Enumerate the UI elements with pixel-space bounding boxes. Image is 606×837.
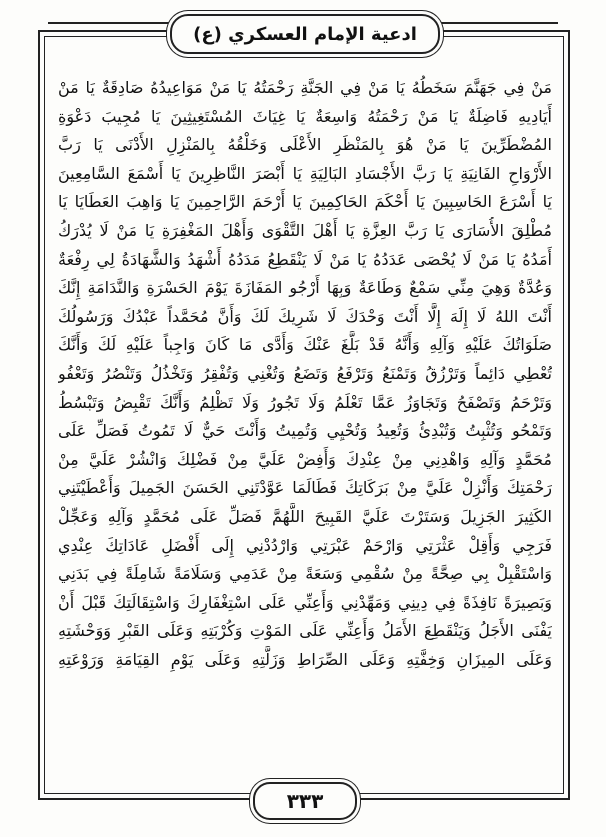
text-line: وَاسْتَقْبِلْ بِي صِحَّةً مِنْ سُقْمِي وَسَعَةً مِنْ عَدَمِي وَسَلَامَةً شَامِلَةً فِي بَدَنِي bbox=[58, 564, 552, 584]
page-title bbox=[170, 14, 440, 54]
text-line: أَنْتَ اللهُ لَا إِلَهَ إِلَّا أَنْتَ وَحْدَكَ لَا شَرِيكَ لَكَ وَأَنَّ مُحَمَّداً عَبْدُكَ وَرَسُولُكَ bbox=[58, 306, 552, 326]
text-line: وَعُدَّةٌ وَهِيَ مِنِّي سَمْعٌ وَطَاعَةٌ وَبِهَا أَرْجُو المَفَازَةَ يَوْمَ الحَسْرَةِ وَالنَّدَامَةِ إِنَّكَ bbox=[58, 278, 552, 298]
text-line: المُضْطَرِّينَ يَا مَنْ هُوَ بِالمَنْظَرِ الأَعْلَى وَخَلْقُهُ بِالمَنْزِلِ الأَدْنَى يَا رَبَّ bbox=[58, 135, 552, 155]
text-line: وَعَلَى المِيزَانِ وَخِفَّتِهِ وَعَلَى الصِّرَاطِ وَزَلَّتِهِ وَعَلَى يَوْمِ القِيَامَةِ وَرَوْعَتِهِ bbox=[58, 649, 552, 669]
page-number-text: ٣٣٣ bbox=[286, 789, 324, 813]
text-line: يَفْنَى الأَجَلُ وَيَنْقَطِعَ الأَمَلُ وَأَعِنِّي عَلَى المَوْتِ وَكُرْبَتِهِ وَعَلَى القَبْرِ وَوَحْشَتِهِ bbox=[58, 621, 552, 641]
text-line: مُطْلِقَ الأُسَارَى يَا رَبَّ العِزَّةِ يَا أَهْلَ التَّقْوَى وَأَهْلَ المَغْفِرَةِ يَا مَنْ لَا يُدْرَكُ bbox=[58, 220, 552, 240]
text-line: تُعْطِي دَائِماً وَتَرْزُقُ وَتَمْنَعُ وَتَرْفَعُ وَتَضَعُ وَتُغْنِي وَتُفْقِرُ وَتَخْذُلُ وَتَنْصُرُ وَتَعْفُو bbox=[58, 363, 552, 383]
text-line: صَلَوَاتُكَ عَلَيْهِ وَآلِهِ وَأَنَّهُ قَدْ بَلَّغَ عَنْكَ وَأَدَّى مَا كَانَ وَاجِباً عَلَيْهِ لَكَ وَأَنَّكَ bbox=[58, 335, 552, 355]
header-ornament-left bbox=[48, 22, 178, 36]
page-title-text: ادعية الإمام العسكري (ع) bbox=[193, 23, 417, 45]
text-line: وَبَصِيرَةً نَافِذَةً فِي دِينِي وَمَهِّدْنِي وَأَعِنِّي عَلَى اسْتِغْفَارِكَ وَاسْتِقَالَتِكَ قَبْلَ أَنْ bbox=[58, 592, 552, 612]
prayer-text bbox=[58, 74, 552, 674]
text-line: رَحْمَتِكَ وَأَنْزِلْ عَلَيَّ مِنْ بَرَكَاتِكَ فَطَالَمَا عَوَّدْتَنِي الحَسَنَ الجَمِيلَ وَأَعْطَيْتَنِي bbox=[58, 478, 552, 498]
header-ornament-right bbox=[428, 22, 558, 36]
text-line: فَرَجِي وَأَقِلْ عَثْرَتِي وَارْحَمْ عَبْرَتِي وَارْدُدْنِي إِلَى أَفْضَلِ عَادَاتِكَ عِنْدِي bbox=[58, 535, 552, 555]
page-number bbox=[253, 782, 357, 820]
text-line: يَا أَسْرَعَ الحَاسِبِينَ يَا أَحْكَمَ الحَاكِمِينَ يَا أَرْحَمَ الرَّاحِمِينَ يَا وَاهِبَ العَطَايَا يَا bbox=[58, 192, 552, 212]
text-line: أَيَادِيهِ فَاضِلَةٌ يَا مَنْ رَحْمَتُهُ وَاسِعَةٌ يَا غِيَاثَ المُسْتَغِيثِينَ يَا مُجِيبَ دَعْوَةِ bbox=[58, 106, 552, 126]
text-line: أَمَدُهُ يَا مَنْ لَا يُحْصَى عَدَدُهُ يَا مَنْ لَا يَنْقَطِعُ مَدَدُهُ أَشْهَدُ وَالشَّهَادَةُ لِي رِفْعَةٌ bbox=[58, 249, 552, 269]
text-line: الكَثِيرَ الجَزِيلَ وَسَتَرْتَ عَلَيَّ القَبِيحَ اللَّهُمَّ فَصَلِّ عَلَى مُحَمَّدٍ وَآلِهِ وَعَجِّلْ bbox=[58, 506, 552, 526]
text-line: وَتَرْحَمُ وَتَصْفَحُ وَتَجَاوَزُ عَمَّا تَعْلَمُ وَلَا تَجُورُ وَلَا تَظْلِمُ وَأَنَّكَ تَقْبِضُ وَتَبْسُطُ bbox=[58, 392, 552, 412]
text-line: مُحَمَّدٍ وَآلِهِ وَاهْدِنِي مِنْ عِنْدِكَ وَأَفِضْ عَلَيَّ مِنْ فَضْلِكَ وَانْشُرْ عَلَيَّ مِنْ bbox=[58, 449, 552, 469]
text-line: وَتَمْحُو وَتُثْبِتُ وَتُبْدِئُ وَتُعِيدُ وَتُحْيِي وَتُمِيتُ وَأَنْتَ حَيٌّ لَا تَمُوتُ فَصَلِّ عَلَى bbox=[58, 421, 552, 441]
text-line: مَنْ فِي جَهَنَّمَ سَخَطُهُ يَا مَنْ فِي الجَنَّةِ رَحْمَتُهُ يَا مَنْ مَوَاعِيدُهُ صَادِقَةٌ يَا مَنْ bbox=[58, 78, 552, 97]
text-line: الأَرْوَاحِ الفَانِيَةِ يَا رَبَّ الأَجْسَادِ البَالِيَةِ يَا أَبْصَرَ النَّاظِرِينَ يَا أَسْمَعَ السَّامِعِينَ bbox=[58, 163, 552, 183]
